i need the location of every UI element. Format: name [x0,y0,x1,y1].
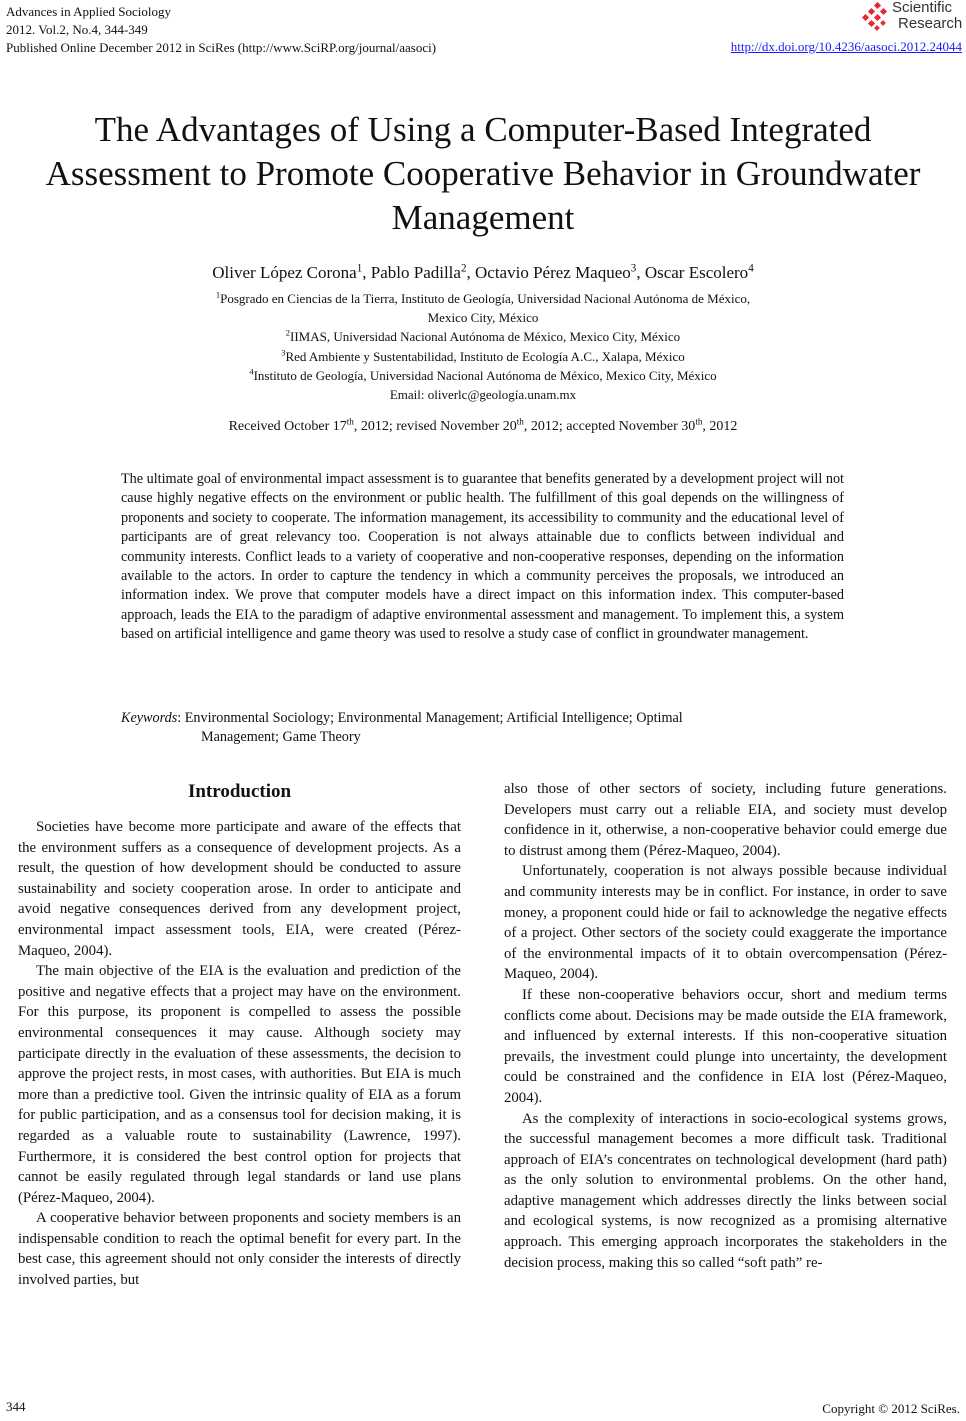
keywords-label: Keywords [121,710,178,726]
published-line: Published Online December 2012 in SciRes (http://www.SciRP.org/journal/aasoci) [6,40,437,55]
affil-text: Instituto de Geología, Universidad Nacional Autónoma de México, Mexico City, México [253,367,717,383]
body-paragraph: If these non-cooperative behaviors occur, short and medium terms conflicts come about. Decisions may be made outside the EIA framework, and influenced by external interests. If this non-cooperative situation prevails, the investment could plunge into uncertainty, the development could be constrained and the confidence in EIA lost (Pérez-Maqueo, 2004). [504,986,947,1106]
contact-email: Email: oliverlc@geología.unam.mx [389,387,577,403]
author-list: Oliver López Corona$^1$, Pablo Padilla$^2$, Octavio Pérez Maqueo$^3$, Oscar Escolero$^4$ [212,262,754,282]
author-affil-sup: 3 [630,262,637,275]
logo-text-line1: Scientific [892,0,953,16]
running-header [6,3,436,57]
affil-sup: 1 [215,289,221,300]
affil-sup: 4 [249,366,254,377]
abstract: The ultimate goal of environmental impact assessment is to guarantee that benefits generated by a development project will not cause highly negative effects on the environment or public health. The fulfillment of this goal depends on the willingness of proponents and society to cooperate. The information management, its accessibility to community and the educational level of participants are of great relevancy too. Cooperation is not always attainable due to conflicts between individual and community interests. Conflict leads to a variety of cooperative and non-cooperative responses, depending on the information available to the actors. In order to capture the tendency in which a community perceives the proposals, we introduced an information index. We prove that computer models have a direct impact on this information index. This computer-based approach, leads the EIA to the paradigm of adaptive environmental assessment and management. To implement this, a system based on artificial intelligence and game theory was used to resolve a study case of conflict in groundwater management. [121,471,844,643]
date-sup: th [695,416,703,427]
date-sup: th [516,416,524,427]
author-affil-sup: 4 [748,262,754,275]
body-paragraph: As the complexity of interactions in socio-ecological systems grows, the successful management becomes a more difficult task. Traditional approach of EIA’s concentrates on technological development (hard path) as the only solution to environmental problems. On the other hand, adaptive management which addresses directly the links between social and ecological systems, is now recognized as a promising alternative approach. This emerging approach incorporates the stakeholders in the decision process, making this so called “soft path” re- [504,1110,947,1271]
journal-name: Advances in Applied Sociology [6,4,172,19]
paper-title: The Advantages of Using a Computer-Based Integrated Assessment to Promote Cooperative Behavior in Groundwater Management [45,110,921,237]
logo-text-line2: Research [898,15,963,32]
body-paragraph: A cooperative behavior between proponents and society members is an indispensable condition to reach the optimal benefit for every part. In the best case, this agreement should not only consider the interests of directly involved parties, but [18,1210,461,1289]
page-number: 344 [6,1399,26,1414]
affil-text: Posgrado en Ciencias de la Tierra, Instituto de Geología, Universidad Nacional Autónoma de México, [220,291,751,306]
author-name: Pablo Padilla [370,263,461,282]
author-affil-sup: 1 [356,262,363,275]
left-column [18,779,461,1291]
author-affil-sup: 2 [460,262,467,275]
affiliation-3 [0,347,966,366]
date-text: , 2012; accepted November 30 [523,419,696,434]
date-text: Received October 17 [228,419,347,434]
section-heading-introduction: Introduction [187,781,292,802]
affil-text: Red Ambiente y Sustentabilidad, Instituto de Ecología A.C., Xalapa, México [285,348,685,364]
doi-link[interactable]: http://dx.doi.org/10.4236/aasoci.2012.24044 [730,39,962,54]
right-column [504,779,947,1273]
logo-text [892,0,962,32]
volume-info: 2012. Vol.2, No.4, 344-349 [6,22,148,37]
date-text: , 2012 [702,419,738,434]
author-name: Oliver López Corona [212,263,357,282]
affiliation-1-cont: Mexico City, México [427,310,539,326]
affil-sup: 3 [281,347,286,358]
affiliation-2 [0,327,966,346]
author-name: Octavio Pérez Maqueo [475,263,631,282]
affiliation-4 [0,366,966,385]
date-sup: th [346,416,354,427]
keywords-line2: Management; Game Theory [201,729,361,746]
logo-mark-icon [862,2,892,32]
body-paragraph: The main objective of the EIA is the evaluation and prediction of the positive and negative effects that a project may have on the environment. For this purpose, its proponent is compelled to assess the possible environmental consequences it may cause. Although society may participate directly in the evaluation of these assessments, the decision to approve the project rests, in most cases, with authorities. But EIA is much more than a predictive tool. Given the intrinsic quality of EIA as a forum for public participation, and as a consensus tool for decision making, it is regarded as a valuable route to sustainability (Lawrence, 1997). Furthermore, it is considered the best control option for projects that cannot be easily regulated through legal standards or land use plans (Pérez-Maqueo, 2004). [18,963,461,1206]
keywords-line1: : Environmental Sociology; Environmental Management; Artificial Intelligence; Optimal [177,710,683,726]
publisher-logo [862,0,962,36]
date-text: , 2012; revised November 20 [353,419,517,434]
affil-sup: 2 [285,328,291,339]
affil-text: IIMAS, Universidad Nacional Autónoma de México, Mexico City, México [290,329,681,345]
keywords [121,709,844,748]
body-paragraph: Unfortunately, cooperation is not always possible because individual and community interests may be in conflict. For instance, in order to save money, a proponent could hide or fail to acknowledge the negative effects of a project. Other sectors of the society could exaggerate the importance of the environmental impacts of it to obtain overcompensation (Pérez-Maqueo, 2004). [504,863,947,983]
affiliations [0,289,966,404]
copyright-notice: Copyright © 2012 SciRes. [822,1401,960,1416]
author-name: Oscar Escolero [644,263,749,282]
body-paragraph: Societies have become more participate and aware of the effects that the environment suffers as a consequence of development projects. As a result, the question of how development should be conducted to assure sustainability and society cooperation arose. In order to anticipate and avoid negative consequences derived from any development project, environmental impact assessment tools, EIA, were created (Pérez-Maqueo, 2004). [18,819,461,959]
affiliation-1 [0,289,966,308]
body-paragraph-continued: also those of other sectors of society, including future generations. Developers must carry out a reliable EIA, and society must develop confidence in it, otherwise, a non-cooperative behavior could emerge due to distrust among them (Pérez-Maqueo, 2004). [504,781,947,859]
received-dates [0,416,966,435]
